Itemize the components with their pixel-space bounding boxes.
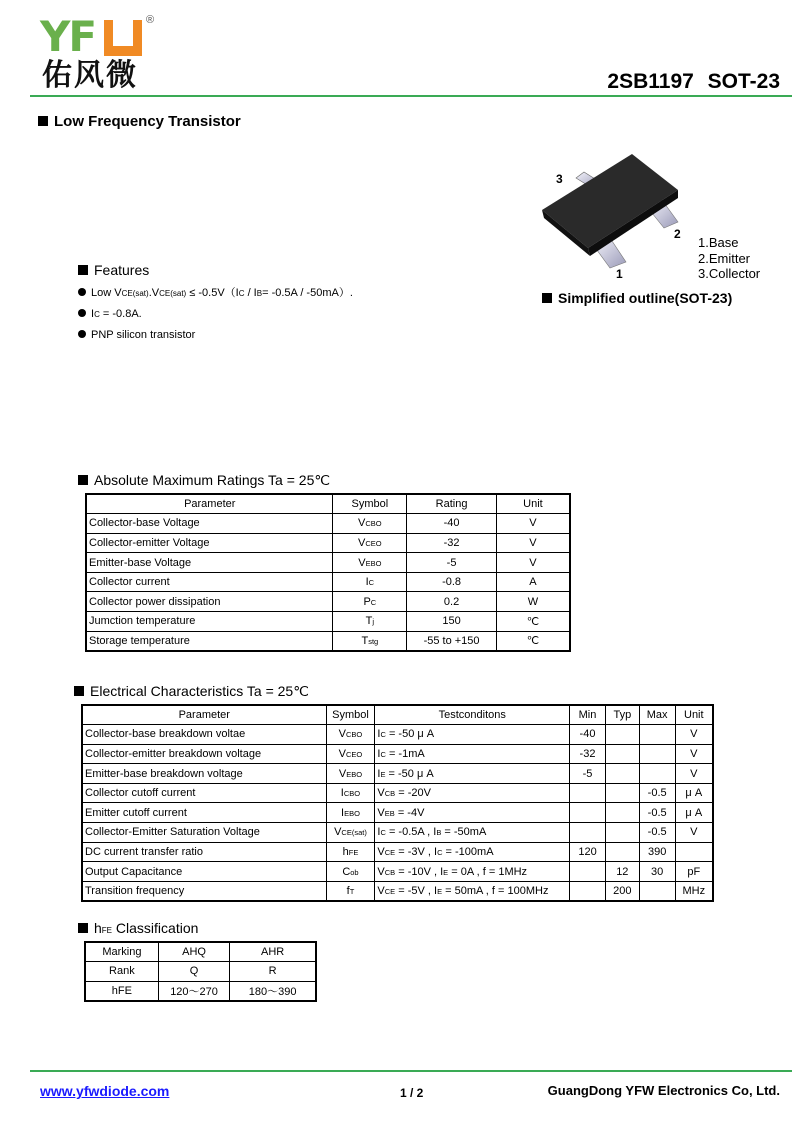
header-row bbox=[82, 705, 713, 725]
abs-max-heading: Absolute Maximum Ratings Ta = 25℃ bbox=[78, 472, 330, 489]
unit-cell: V bbox=[675, 744, 713, 764]
column-header: Typ bbox=[605, 705, 639, 725]
column-header: Parameter bbox=[86, 494, 333, 514]
unit-cell: V bbox=[675, 764, 713, 784]
square-bullet-icon bbox=[542, 293, 552, 303]
header-rule bbox=[30, 95, 792, 97]
symbol-cell: ICBO bbox=[326, 783, 375, 803]
symbol-cell: hFE bbox=[326, 842, 375, 862]
part-title: 2SB1197 SOT-23 bbox=[607, 70, 780, 93]
rating-cell: -0.8 bbox=[407, 572, 497, 592]
typ-cell bbox=[605, 823, 639, 843]
parameter-cell: Storage temperature bbox=[86, 631, 333, 651]
table-row bbox=[86, 631, 570, 651]
max-cell: -0.5 bbox=[639, 783, 675, 803]
parameter-cell: Jumction temperature bbox=[86, 612, 333, 632]
symbol-cell: IEBO bbox=[326, 803, 375, 823]
unit-cell: W bbox=[496, 592, 570, 612]
square-bullet-icon bbox=[74, 686, 84, 696]
hfe-cell: 180～390 bbox=[230, 981, 316, 1001]
min-cell: 120 bbox=[570, 842, 606, 862]
features-list bbox=[78, 286, 353, 349]
parameter-cell: Emitter-base Voltage bbox=[86, 553, 333, 573]
table-row bbox=[82, 842, 713, 862]
features-heading: Features bbox=[78, 262, 149, 278]
column-header: Symbol bbox=[326, 705, 375, 725]
pin-2-number: 2 bbox=[674, 227, 681, 241]
unit-cell: μ A bbox=[675, 803, 713, 823]
max-cell bbox=[639, 764, 675, 784]
hfe-table bbox=[84, 941, 317, 1002]
table-row bbox=[82, 823, 713, 843]
parameter-cell: Collector-base breakdown voltae bbox=[82, 725, 326, 745]
bullet-icon bbox=[78, 309, 86, 317]
unit-cell: V bbox=[496, 514, 570, 534]
logo-chinese: 佑风微 bbox=[42, 58, 138, 93]
unit-cell: μ A bbox=[675, 783, 713, 803]
rating-cell: -5 bbox=[407, 553, 497, 573]
hfe-cell: 120～270 bbox=[158, 981, 230, 1001]
condition-cell: IC = -1mA bbox=[375, 744, 570, 764]
min-cell bbox=[570, 803, 606, 823]
hfe-row bbox=[85, 981, 316, 1001]
symbol-cell: VCEO bbox=[333, 533, 407, 553]
symbol-cell: Tstg bbox=[333, 631, 407, 651]
unit-cell: MHz bbox=[675, 881, 713, 901]
company-name: GuangDong YFW Electronics Co, Ltd. bbox=[547, 1083, 780, 1098]
symbol-cell: fT bbox=[326, 881, 375, 901]
table-row bbox=[82, 725, 713, 745]
pin-label: 3.Collector bbox=[698, 266, 761, 281]
outline-caption: Simplified outline(SOT-23) bbox=[542, 290, 732, 306]
min-cell: -40 bbox=[570, 725, 606, 745]
square-bullet-icon bbox=[78, 265, 88, 275]
max-cell bbox=[639, 881, 675, 901]
column-header: Min bbox=[570, 705, 606, 725]
symbol-cell: Cob bbox=[326, 862, 375, 882]
company-logo bbox=[40, 14, 180, 94]
package-drawing bbox=[530, 150, 700, 280]
table-row bbox=[82, 744, 713, 764]
parameter-cell: Collector-base Voltage bbox=[86, 514, 333, 534]
table-row bbox=[86, 592, 570, 612]
pin-3-number: 3 bbox=[556, 172, 563, 186]
table-row bbox=[82, 783, 713, 803]
website-link[interactable]: www.yfwdiode.com bbox=[40, 1083, 170, 1099]
max-cell: 390 bbox=[639, 842, 675, 862]
pin-label: 1.Base bbox=[698, 235, 739, 250]
table-row bbox=[82, 803, 713, 823]
hfe-cell: R bbox=[230, 962, 316, 982]
logo-text: YF bbox=[40, 12, 96, 61]
symbol-cell: VEBO bbox=[326, 764, 375, 784]
unit-cell: V bbox=[496, 533, 570, 553]
rating-cell: -40 bbox=[407, 514, 497, 534]
min-cell bbox=[570, 881, 606, 901]
column-header: Unit bbox=[496, 494, 570, 514]
table-row bbox=[82, 881, 713, 901]
square-bullet-icon bbox=[78, 475, 88, 485]
parameter-cell: Collector cutoff current bbox=[82, 783, 326, 803]
symbol-cell: VCEO bbox=[326, 744, 375, 764]
condition-cell: VCB = -20V bbox=[375, 783, 570, 803]
table-row bbox=[86, 553, 570, 573]
parameter-cell: Collector current bbox=[86, 572, 333, 592]
parameter-cell: Transition frequency bbox=[82, 881, 326, 901]
min-cell bbox=[570, 823, 606, 843]
table-row bbox=[82, 862, 713, 882]
condition-cell: IC = -50 μ A bbox=[375, 725, 570, 745]
table-row bbox=[86, 533, 570, 553]
typ-cell bbox=[605, 764, 639, 784]
hfe-cell: hFE bbox=[85, 981, 158, 1001]
page-number: 1 / 2 bbox=[400, 1086, 424, 1100]
hfe-cell: AHR bbox=[230, 942, 316, 962]
hfe-cell: AHQ bbox=[158, 942, 230, 962]
unit-cell: V bbox=[496, 553, 570, 573]
typ-cell bbox=[605, 744, 639, 764]
parameter-cell: Collector-emitter Voltage bbox=[86, 533, 333, 553]
logo-mark bbox=[104, 20, 142, 56]
bullet-icon bbox=[78, 288, 86, 296]
unit-cell bbox=[675, 842, 713, 862]
parameter-cell: Collector-Emitter Saturation Voltage bbox=[82, 823, 326, 843]
typ-cell bbox=[605, 803, 639, 823]
max-cell: -0.5 bbox=[639, 803, 675, 823]
hfe-cell: Q bbox=[158, 962, 230, 982]
parameter-cell: Collector power dissipation bbox=[86, 592, 333, 612]
unit-cell: V bbox=[675, 725, 713, 745]
typ-cell: 12 bbox=[605, 862, 639, 882]
feature-item: IC = -0.8A. bbox=[78, 307, 353, 328]
condition-cell: VEB = -4V bbox=[375, 803, 570, 823]
unit-cell: pF bbox=[675, 862, 713, 882]
column-header: Symbol bbox=[333, 494, 407, 514]
typ-cell bbox=[605, 842, 639, 862]
pin-label: 2.Emitter bbox=[698, 250, 751, 266]
hfe-row bbox=[85, 962, 316, 982]
rating-cell: 0.2 bbox=[407, 592, 497, 612]
parameter-cell: Output Capacitance bbox=[82, 862, 326, 882]
feature-item: Low VCE(sat).VCE(sat) ≤ -0.5V（IC / IB= -0.5A / -50mA）. bbox=[78, 286, 353, 307]
bullet-icon bbox=[78, 330, 86, 338]
condition-cell: VCE = -5V , IE = 50mA , f = 100MHz bbox=[375, 881, 570, 901]
condition-cell: IE = -50 μ A bbox=[375, 764, 570, 784]
rating-cell: -55 to +150 bbox=[407, 631, 497, 651]
hfe-cell: Rank bbox=[85, 962, 158, 982]
section-title: Low Frequency Transistor bbox=[38, 113, 241, 130]
header-row bbox=[86, 494, 570, 514]
parameter-cell: Collector-emitter breakdown voltage bbox=[82, 744, 326, 764]
unit-cell: A bbox=[496, 572, 570, 592]
table-row bbox=[86, 514, 570, 534]
max-cell: 30 bbox=[639, 862, 675, 882]
column-header: Max bbox=[639, 705, 675, 725]
symbol-cell: IC bbox=[333, 572, 407, 592]
condition-cell: VCB = -10V , IE = 0A , f = 1MHz bbox=[375, 862, 570, 882]
parameter-cell: DC current transfer ratio bbox=[82, 842, 326, 862]
min-cell: -32 bbox=[570, 744, 606, 764]
symbol-cell: PC bbox=[333, 592, 407, 612]
unit-cell: ℃ bbox=[496, 612, 570, 632]
abs-max-table bbox=[85, 493, 571, 652]
rating-cell: -32 bbox=[407, 533, 497, 553]
condition-cell: IC = -0.5A , IB = -50mA bbox=[375, 823, 570, 843]
pin-list bbox=[698, 235, 760, 282]
feature-item: PNP silicon transistor bbox=[78, 328, 353, 349]
elec-table bbox=[81, 704, 714, 902]
logo-registered: ® bbox=[146, 14, 155, 26]
column-header: Rating bbox=[407, 494, 497, 514]
max-cell bbox=[639, 725, 675, 745]
symbol-cell: VCE(sat) bbox=[326, 823, 375, 843]
max-cell bbox=[639, 744, 675, 764]
table-row bbox=[86, 572, 570, 592]
parameter-cell: Emitter-base breakdown voltage bbox=[82, 764, 326, 784]
condition-cell: VCE = -3V , IC = -100mA bbox=[375, 842, 570, 862]
symbol-cell: Tj bbox=[333, 612, 407, 632]
max-cell: -0.5 bbox=[639, 823, 675, 843]
symbol-cell: VCBO bbox=[326, 725, 375, 745]
square-bullet-icon bbox=[38, 116, 48, 126]
column-header: Unit bbox=[675, 705, 713, 725]
hfe-heading: hFE Classification bbox=[78, 920, 198, 936]
unit-cell: ℃ bbox=[496, 631, 570, 651]
parameter-cell: Emitter cutoff current bbox=[82, 803, 326, 823]
symbol-cell: VCBO bbox=[333, 514, 407, 534]
typ-cell bbox=[605, 725, 639, 745]
hfe-cell: Marking bbox=[85, 942, 158, 962]
table-row bbox=[82, 764, 713, 784]
typ-cell: 200 bbox=[605, 881, 639, 901]
column-header: Parameter bbox=[82, 705, 326, 725]
pin-1-number: 1 bbox=[616, 267, 623, 280]
square-bullet-icon bbox=[78, 923, 88, 933]
column-header: Testconditons bbox=[375, 705, 570, 725]
min-cell bbox=[570, 862, 606, 882]
rating-cell: 150 bbox=[407, 612, 497, 632]
table-row bbox=[86, 612, 570, 632]
typ-cell bbox=[605, 783, 639, 803]
min-cell bbox=[570, 783, 606, 803]
hfe-row bbox=[85, 942, 316, 962]
min-cell: -5 bbox=[570, 764, 606, 784]
symbol-cell: VEBO bbox=[333, 553, 407, 573]
footer-rule bbox=[30, 1070, 792, 1072]
elec-heading: Electrical Characteristics Ta = 25℃ bbox=[74, 683, 309, 700]
unit-cell: V bbox=[675, 823, 713, 843]
